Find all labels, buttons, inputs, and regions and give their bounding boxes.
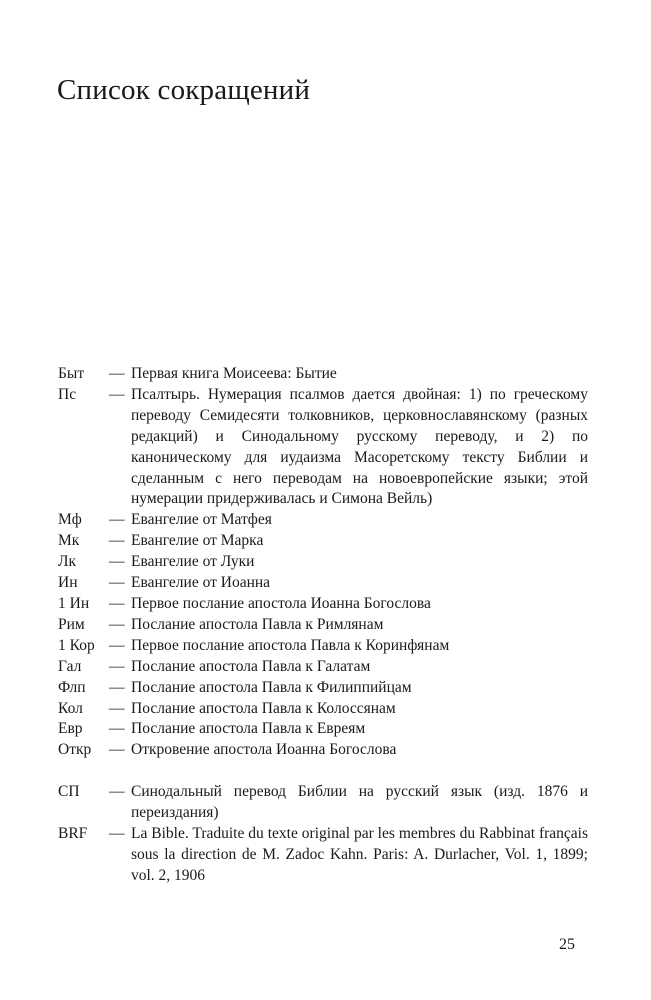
list-item [58, 531, 588, 552]
dash: — [109, 657, 125, 675]
abbreviation: Лк [58, 553, 77, 571]
list-item [58, 510, 588, 531]
list-item [58, 615, 588, 636]
list-item [58, 573, 588, 594]
description: Синодальный перевод Библии на русский язык (изд. 1876 и переиздания) [131, 783, 588, 822]
abbreviation: Евр [58, 720, 83, 738]
description: Евангелие от Марка [131, 532, 264, 550]
abbreviation: Гал [58, 657, 82, 675]
abbreviation: 1 Ин [58, 594, 90, 612]
abbreviation-list [58, 364, 588, 887]
list-item [58, 657, 588, 678]
description: Псалтырь. Нумерация псалмов дается двойная: 1) по греческому переводу Семидесяти толковников, церковнославянскому (разных редакций) и Синодальному русскому переводу, и 2) по каноническому для иудаизма Масоретскому тексту Библии и сделанным с него переводам на новоевропейские языки; этой нумерации придерживалась и Симона Вейль) [131, 385, 588, 508]
description: Послание апостола Павла к Галатам [131, 657, 371, 675]
dash: — [109, 532, 125, 550]
dash: — [109, 741, 125, 759]
abbreviation: Мк [58, 532, 80, 550]
dash: — [109, 699, 125, 717]
dash: — [109, 553, 125, 571]
description: Первая книга Моисеева: Бытие [131, 365, 337, 382]
list-item [58, 782, 588, 824]
dash: — [109, 783, 125, 801]
abbreviation: Флп [58, 678, 86, 696]
description: Евангелие от Луки [131, 553, 255, 571]
abbreviation: 1 Кор [58, 636, 95, 654]
abbreviation: СП [58, 783, 80, 801]
dash: — [109, 825, 125, 843]
description: Послание апостола Павла к Евреям [131, 720, 366, 738]
list-item [58, 594, 588, 615]
abbreviation: Рим [58, 615, 85, 633]
dash: — [109, 574, 125, 592]
abbreviation: Откр [58, 741, 92, 759]
abbreviation: Мф [58, 511, 82, 529]
list-item [58, 699, 588, 720]
abbreviation: BRF [58, 825, 88, 843]
dash: — [109, 365, 125, 382]
description: Евангелие от Иоанна [131, 574, 271, 592]
description: Послание апостола Павла к Римлянам [131, 615, 384, 633]
dash: — [109, 615, 125, 633]
list-item [58, 636, 588, 657]
abbreviation: Быт [58, 365, 85, 382]
description: Первое послание апостола Павла к Коринфянам [131, 636, 450, 654]
list-item [58, 719, 588, 740]
list-item [58, 678, 588, 699]
description: Послание апостола Павла к Колоссянам [131, 699, 396, 717]
description: Откровение апостола Иоанна Богослова [131, 741, 397, 759]
description: Послание апостола Павла к Филиппийцам [131, 678, 412, 696]
description: La Bible. Traduite du texte original par les membres du Rabbinat français sous la direction de M. Zadoc Kahn. Paris: A. Durlacher, Vol. 1, 1899; vol. 2, 1906 [131, 825, 588, 884]
abbreviation: Ин [58, 574, 78, 592]
list-item [58, 740, 588, 761]
dash: — [109, 636, 125, 654]
abbreviation: Кол [58, 699, 83, 717]
list-item [58, 385, 588, 510]
abbreviation: Пс [58, 385, 77, 403]
dash: — [109, 720, 125, 738]
list-item [58, 824, 588, 887]
page-number: 25 [559, 936, 575, 953]
dash: — [109, 594, 125, 612]
dash: — [109, 385, 125, 403]
description: Евангелие от Матфея [131, 511, 272, 529]
list-item [58, 364, 588, 385]
dash: — [109, 511, 125, 529]
page-title: Список сокращений [57, 74, 311, 106]
dash: — [109, 678, 125, 696]
description: Первое послание апостола Иоанна Богослова [131, 594, 431, 612]
list-item [58, 552, 588, 573]
